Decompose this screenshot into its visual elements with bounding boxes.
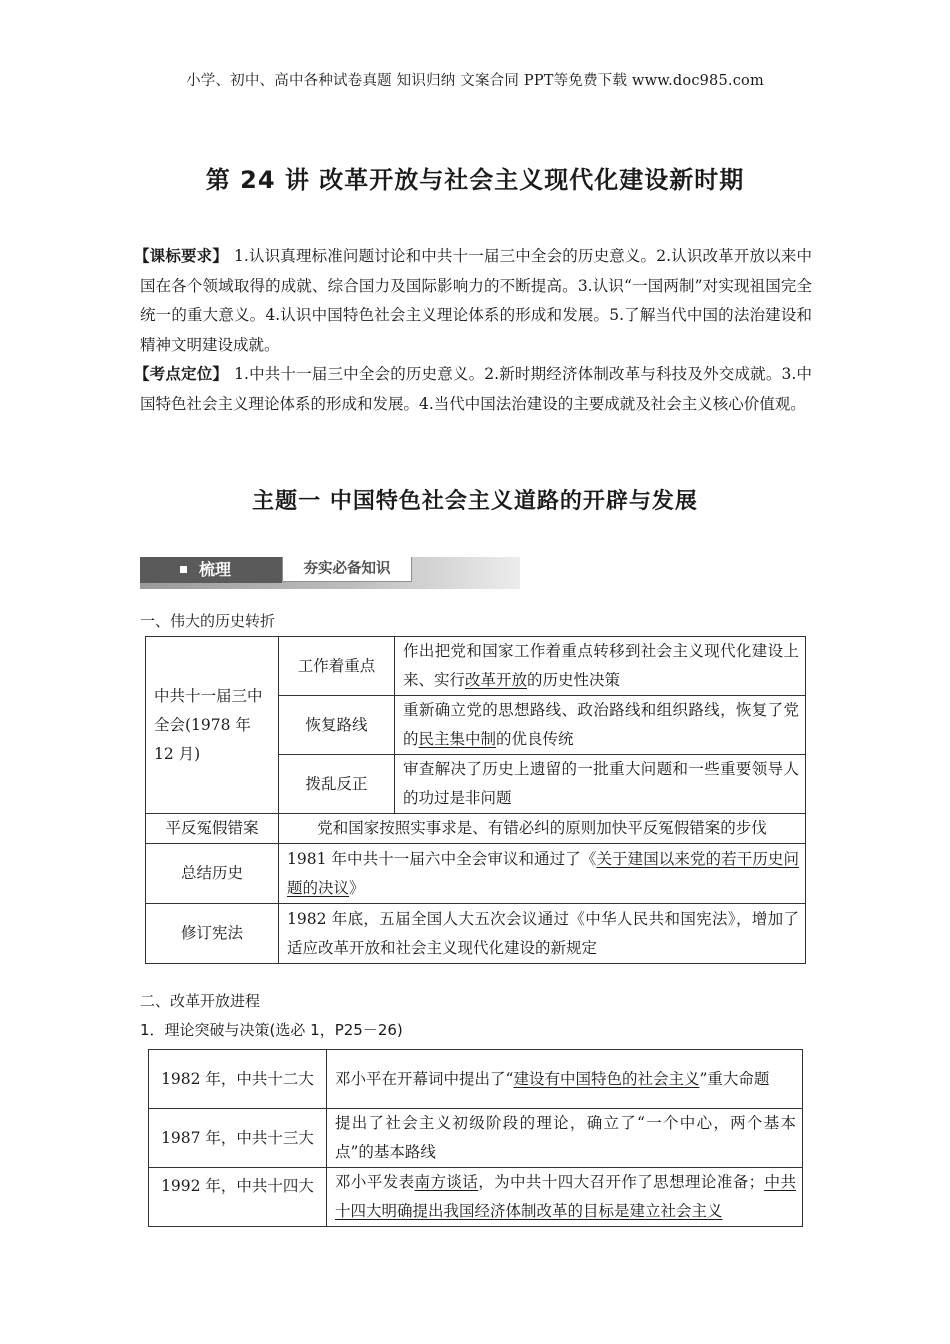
site-header: 小学、初中、高中各种试卷真题 知识归纳 文案合同 PPT等免费下载 www.doc985.com	[186, 73, 764, 89]
square-bullet-icon	[180, 566, 187, 573]
section-banner	[140, 557, 520, 589]
exam-label: 【考点定位】	[134, 365, 229, 383]
lesson-title: 第 24 讲 改革开放与社会主义现代化建设新时期	[205, 166, 745, 194]
key-term: 建设有中国特色的社会主义	[513, 1069, 700, 1088]
banner-left-label: 梳理	[199, 560, 232, 579]
key-term: 南方谈话	[414, 1173, 479, 1191]
theme-title: 主题一 中国特色社会主义道路的开辟与发展	[252, 489, 698, 514]
row-label: 工作着重点	[279, 637, 395, 696]
table-row	[149, 1109, 803, 1168]
row-desc: 1981 年中共十一届六中全会审议和通过了《关于建国以来党的若干历史问题的决议》	[279, 844, 806, 904]
key-term: 关于建国以来党的若干历史问题的决议	[287, 849, 799, 897]
table-row	[146, 904, 806, 964]
row-label: 总结历史	[146, 844, 279, 904]
row-desc: 提出了社会主义初级阶段的理论，确立了“一个中心，两个基本点”的基本路线	[327, 1109, 803, 1168]
key-term: 改革开放	[465, 671, 528, 689]
section1-title: 一、伟大的历史转折	[140, 612, 276, 630]
row-desc: 作出把党和国家工作着重点转移到社会主义现代化建设上来、实行改革开放的历史性决策	[395, 637, 806, 696]
banner-left	[140, 557, 282, 583]
key-term: 民主集中制	[418, 730, 497, 748]
curriculum-label: 【课标要求】	[134, 247, 228, 265]
table-row	[146, 637, 806, 696]
exam-text: 1.中共十一届三中全会的历史意义。2.新时期经济体制改革与科技及外交成就。3.中国特色社会主义理论体系的形成和发展。4.当代中国法治建设的主要成就及社会主义核心价值观。	[140, 365, 812, 413]
row-label: 恢复路线	[279, 696, 395, 755]
turning-point-table	[145, 636, 806, 964]
row-label: 平反冤假错案	[146, 814, 279, 844]
plenum-cell: 中共十一届三中全会(1978 年 12 月)	[146, 637, 279, 814]
exam-points	[134, 360, 812, 419]
section2-title: 二、改革开放进程	[140, 992, 261, 1010]
table-row	[146, 844, 806, 904]
row-label: 1992 年，中共十四大	[149, 1168, 327, 1227]
banner-right: 夯实必备知识	[282, 557, 412, 582]
row-desc: 重新确立党的思想路线、政治路线和组织路线，恢复了党的民主集中制的优良传统	[395, 696, 806, 755]
row-desc: 1982 年底，五届全国人大五次会议通过《中华人民共和国宪法》，增加了适应改革开放和社会主义现代化建设的新规定	[279, 904, 806, 964]
row-label: 修订宪法	[146, 904, 279, 964]
row-label: 拨乱反正	[279, 755, 395, 814]
curriculum-requirements	[134, 242, 812, 360]
section2-subtitle: 1．理论突破与决策(选必 1，P25－26)	[140, 1021, 403, 1039]
row-label: 1982 年，中共十二大	[149, 1050, 327, 1109]
row-label: 1987 年，中共十三大	[149, 1109, 327, 1168]
row-desc: 邓小平在开幕词中提出了“建设有中国特色的社会主义”重大命题	[327, 1050, 803, 1109]
table-row	[149, 1050, 803, 1109]
key-term: 中共十四大明确提出我国经济体制改革的目标是建立社会主义	[335, 1173, 796, 1220]
row-desc: 审查解决了历史上遗留的一批重大问题和一些重要领导人的功过是非问题	[395, 755, 806, 814]
table-row	[146, 814, 806, 844]
table-row	[149, 1168, 803, 1227]
row-desc: 邓小平发表南方谈话，为中共十四大召开作了思想理论准备；中共十四大明确提出我国经济体制改革的目标是建立社会主义	[327, 1168, 803, 1227]
reform-process-table	[148, 1049, 803, 1227]
row-desc: 党和国家按照实事求是、有错必纠的原则加快平反冤假错案的步伐	[279, 814, 806, 844]
curriculum-text: 1.认识真理标准问题讨论和中共十一届三中全会的历史意义。2.认识改革开放以来中国在各个领域取得的成就、综合国力及国际影响力的不断提高。3.认识“一国两制”对实现祖国完全统一的重大意义。4.认识中国特色社会主义理论体系的形成和发展。5.了解当代中国的法治建设和精神文明建设成就。	[140, 247, 812, 354]
